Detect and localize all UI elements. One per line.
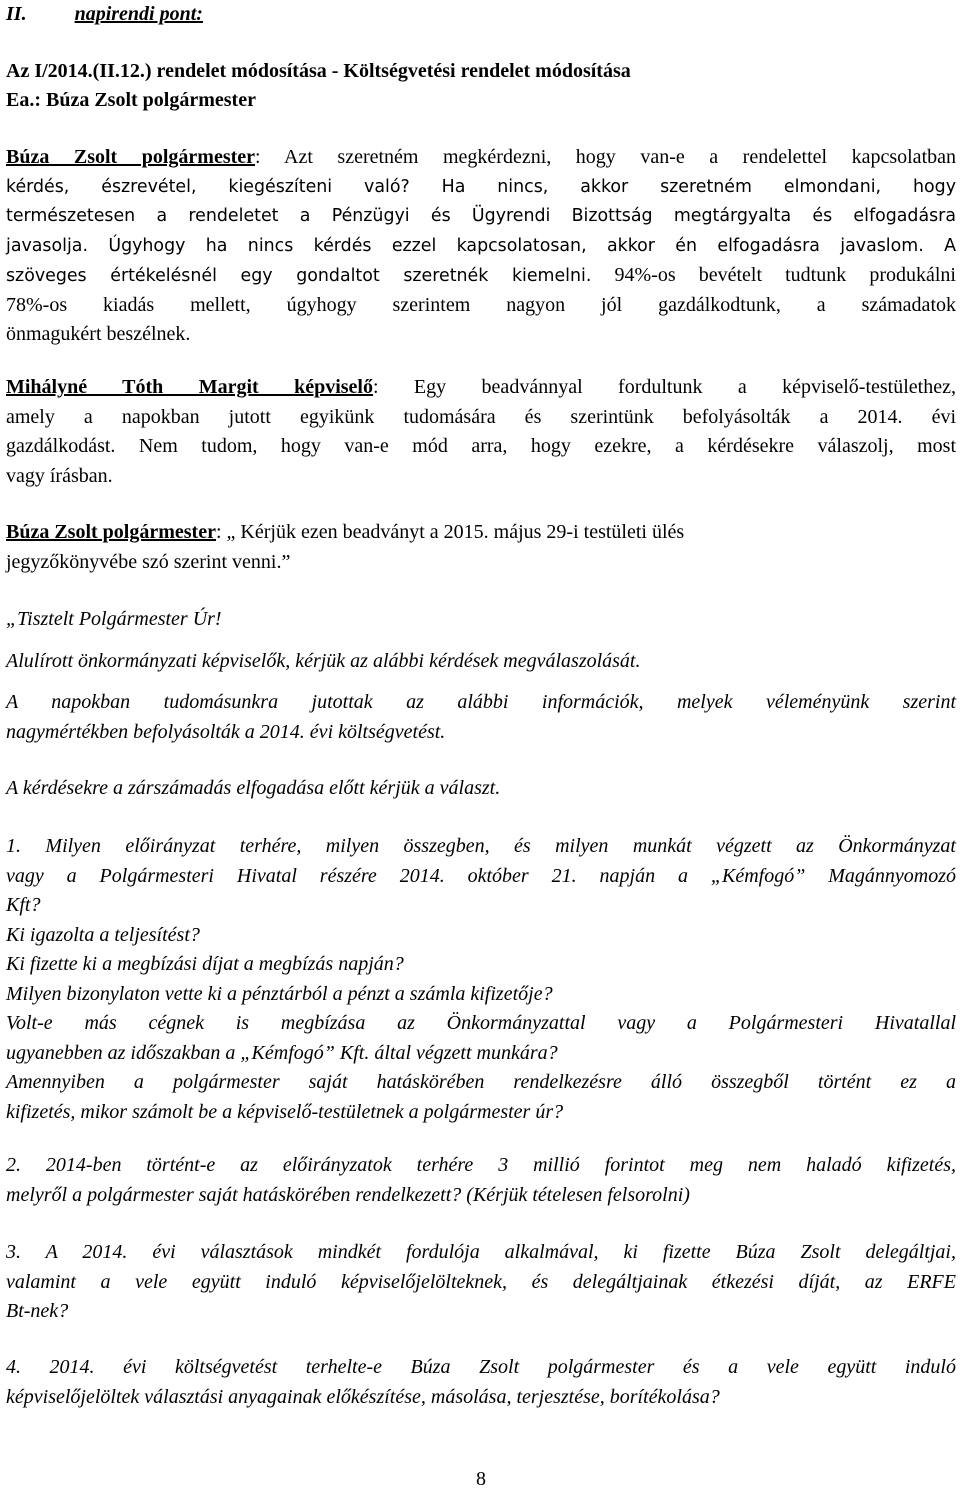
question-line: 2. 2014-ben történt-e az előirányzatok terhére 3 millió forintot meg nem haladó kifizetés, — [6, 1154, 956, 1176]
speaker-name: Mihályné Tóth Margit képviselő — [6, 376, 373, 398]
page-number: 8 — [476, 1468, 486, 1490]
paragraph-line: jegyzőkönyvébe szó szerint venni.” — [6, 550, 291, 573]
paragraph-line: Búza Zsolt polgármester: „ Kérjük ezen beadványt a 2015. május 29-i testületi ülés — [6, 521, 685, 543]
paragraph-line: szöveges értékelésnél egy gondaltot szeretnék kiemelni. 94%-os bevételt tudtunk produkálni — [6, 264, 956, 286]
agenda-title: napirendi pont: — [74, 3, 203, 25]
question-line: Ki fizette ki a megbízási díjat a megbízás napján? — [6, 953, 404, 975]
agenda-roman-numeral: II. — [6, 3, 27, 25]
question-line: Ki igazolta a teljesítést? — [6, 923, 200, 946]
speech-paragraph-mayor — [6, 143, 956, 350]
letter-request: A kérdésekre a zárszámadás elfogadása előtt kérjük a választ. — [6, 777, 501, 799]
paragraph-line: természetesen a rendeletet a Pénzügyi és Ügyrendi Bizottság megtárgyalta és elfogadásra — [6, 206, 956, 226]
question-3 — [6, 1238, 956, 1327]
question-line: 1. Milyen előirányzat terhére, milyen összegben, és milyen munkát végzett az Önkormányzat — [6, 835, 956, 857]
agenda-presenter: Ea.: Búza Zsolt polgármester — [6, 89, 256, 111]
question-line: képviselőjelöltek választási anyagainak előkészítése, másolása, terjesztése, borítékolása? — [6, 1385, 720, 1408]
question-line: Bt-nek? — [6, 1300, 69, 1322]
paragraph-line: 78%-os kiadás mellett, úgyhogy szerintem nagyon jól gazdálkodtunk, a számadatok — [6, 293, 956, 316]
paragraph-line: nagymértékben befolyásolták a 2014. évi költségvetést. — [6, 720, 446, 743]
question-line: Kft? — [6, 894, 41, 916]
speaker-name: Búza Zsolt polgármester — [6, 146, 256, 168]
question-line: Milyen bizonylaton vette ki a pénztárból a pénzt a számla kifizetője? — [6, 982, 553, 1005]
paragraph-line: A napokban tudomásunkra jutottak az alábbi információk, melyek véleményünk szerint — [6, 691, 956, 713]
paragraph-line: Mihályné Tóth Margit képviselő: Egy beadvánnyal fordultunk a képviselő-testülethez, — [6, 376, 956, 398]
speech-paragraph-mayor-reply — [6, 518, 956, 577]
question-line: vagy a Polgármesteri Hivatal részére 2014. október 21. napján a „Kémfogó” Magánnyomozó — [6, 864, 956, 887]
question-line: ugyanebben az időszakban a „Kémfogó” Kft. által végzett munkára? — [6, 1041, 558, 1064]
question-line: Volt-e más cégnek is megbízása az Önkormányzattal vagy a Polgármesteri Hivatallal — [6, 1012, 956, 1034]
question-line: Amennyiben a polgármester saját hatáskörében rendelkezésre álló összegből történt ez a — [6, 1071, 956, 1093]
question-1 — [6, 832, 956, 1127]
letter-intro: Alulírott önkormányzati képviselők, kérjük az alábbi kérdések megválaszolását. — [6, 650, 641, 672]
question-line: kifizetés, mikor számolt be a képviselő-testületnek a polgármester úr? — [6, 1100, 564, 1123]
paragraph-line: javasolja. Úgyhogy ha nincs kérdés ezzel kapcsolatosan, akkor én elfogadásra javaslom. A — [6, 235, 956, 256]
question-line: melyről a polgármester saját hatáskörében rendelkezett? (Kérjük tételesen felsorolni) — [6, 1183, 690, 1206]
question-line: 3. A 2014. évi választások mindkét fordulója alkalmával, ki fizette Búza Zsolt delegáltjai, — [6, 1241, 956, 1263]
paragraph-line: vagy írásban. — [6, 464, 113, 487]
paragraph-line: Búza Zsolt polgármester: Azt szeretném megkérdezni, hogy van-e a rendelettel kapcsolatban — [6, 146, 956, 168]
agenda-subject: Az I/2014.(II.12.) rendelet módosítása - Költségvetési rendelet módosítása — [6, 60, 631, 82]
letter-paragraph — [6, 688, 956, 747]
question-4 — [6, 1353, 956, 1412]
letter-salutation: „Tisztelt Polgármester Úr! — [6, 608, 222, 630]
question-line: 4. 2014. évi költségvetést terhelte-e Búza Zsolt polgármester és a vele együtt induló — [6, 1356, 956, 1378]
paragraph-line: önmagukért beszélnek. — [6, 323, 191, 345]
agenda-heading — [6, 0, 956, 30]
paragraph-line: gazdálkodást. Nem tudom, hogy van-e mód arra, hogy ezekre, a kérdésekre válaszolj, most — [6, 435, 956, 457]
question-2 — [6, 1151, 956, 1210]
paragraph-line: amely a napokban jutott egyikünk tudomására és szerintünk befolyásolták a 2014. évi — [6, 405, 956, 428]
speaker-name: Búza Zsolt polgármester — [6, 521, 216, 543]
speech-paragraph-councillor — [6, 373, 956, 491]
question-line: valamint a vele együtt induló képviselőjelölteknek, és delegáltjainak étkezési díját, az ERFE — [6, 1270, 956, 1293]
paragraph-line: kérdés, észrevétel, kiegészíteni való? Ha nincs, akkor szeretném elmondani, hogy — [6, 176, 956, 197]
document-page — [6, 0, 956, 1509]
